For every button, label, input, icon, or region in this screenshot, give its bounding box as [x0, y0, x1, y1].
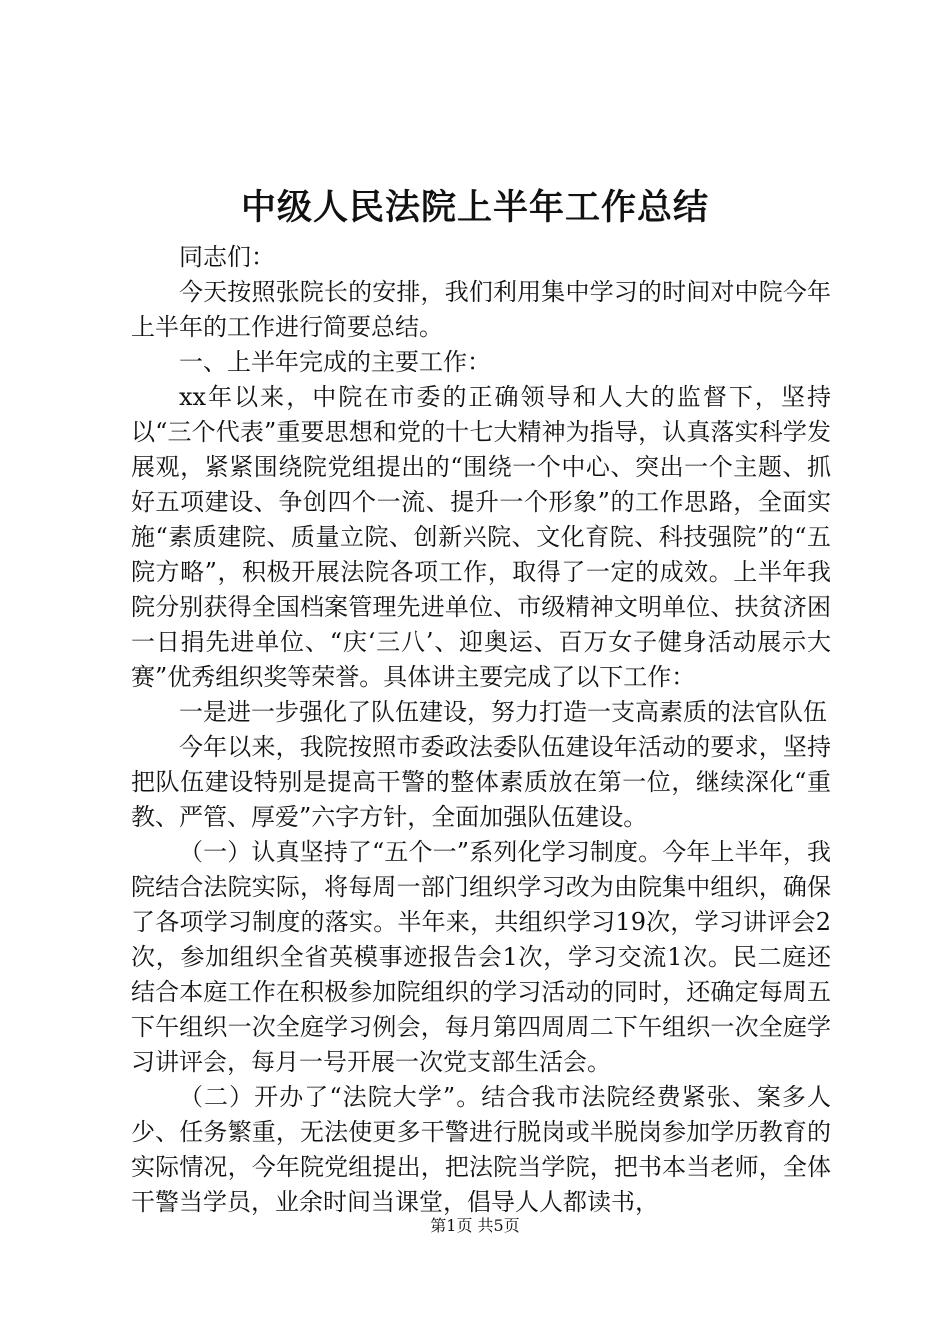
- paragraph-salutation: 同志们：: [179, 243, 275, 271]
- subheading-team-building: 一是进一步强化了队伍建设，努力打造一支高素质的法官队伍: [179, 698, 827, 726]
- paragraph-study-system: （一）认真坚持了“五个一”系列化学习制度。今年上半年，我院结合法院实际，将每周一部门组织学习改为由院集中组织，确保了各项学习制度的落实。半年来，共组织学习19次，学习讲评会2次，参加组织全省英模事迹报告会1次，学习交流1次。民二庭还结合本庭工作在积极参加院组织的学习活动的同时，还确定每周五下午组织一次全庭学习例会，每月第四周周二下午组织一次全庭学习讲评会，每月一号开展一次党支部生活会。: [131, 838, 831, 1076]
- paragraph-court-university: （二）开办了“法院大学”。结合我市法院经费紧张、案多人少、任务繁重，无法使更多干警进行脱岗或半脱岗参加学历教育的实际情况，今年院党组提出，把法院当学院，把书本当老师，全体干警当学员，业余时间当课堂，倡导人人都读书，: [131, 1083, 831, 1216]
- paragraph-team-building: 今年以来，我院按照市委政法委队伍建设年活动的要求，坚持把队伍建设特别是提高干警的整体素质放在第一位，继续深化“重教、严管、厚爱”六字方针，全面加强队伍建设。: [131, 733, 831, 831]
- paragraph-overview: xx年以来，中院在市委的正确领导和人大的监督下，坚持以“三个代表”重要思想和党的十七大精神为指导，认真落实科学发展观，紧紧围绕院党组提出的“围绕一个中心、突出一个主题、抓好五项建设、争创四个一流、提升一个形象”的工作思路，全面实施“素质建院、质量立院、创新兴院、文化育院、科技强院”的“五院方略”，积极开展法院各项工作，取得了一定的成效。上半年我院分别获得全国档案管理先进单位、市级精神文明单位、扶贫济困一日捐先进单位、“庆‘三八’、迎奥运、百万女子健身活动展示大赛”优秀组织奖等荣誉。具体讲主要完成了以下工作：: [131, 383, 831, 691]
- document-title: 中级人民法院上半年工作总结: [240, 187, 709, 228]
- document-body: [131, 240, 831, 1220]
- paragraph-intro: 今天按照张院长的安排，我们利用集中学习的时间对中院今年上半年的工作进行简要总结。: [131, 278, 831, 341]
- section-heading-main-work: 一、上半年完成的主要工作：: [179, 348, 491, 376]
- page-footer: 第1页 共5页: [430, 1216, 520, 1235]
